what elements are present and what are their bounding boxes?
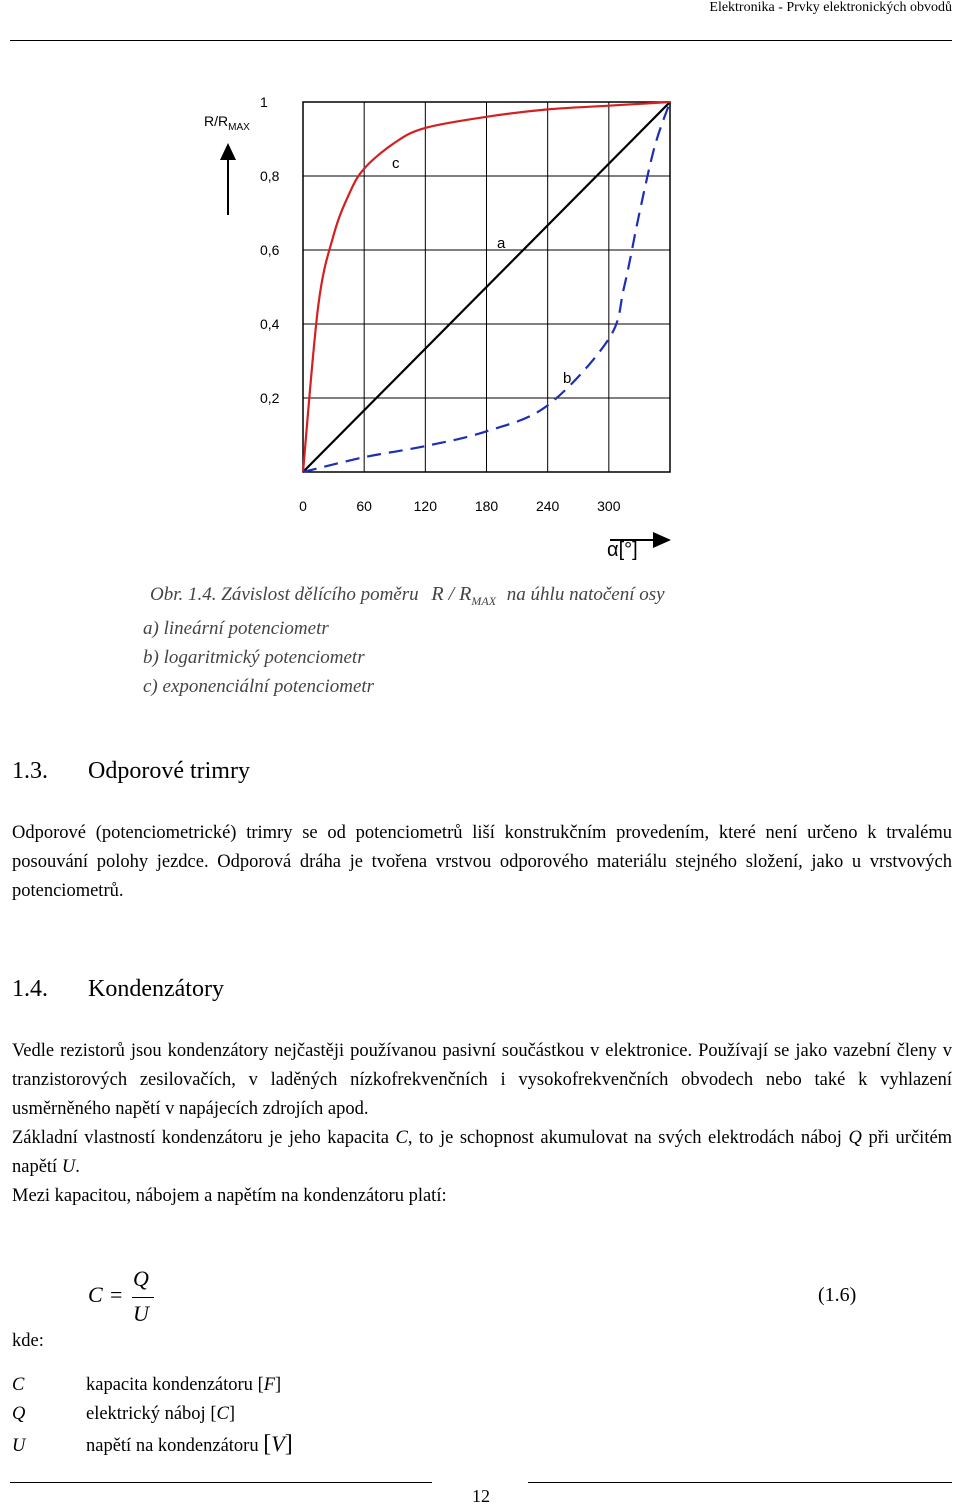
curve-label-a: a	[497, 235, 506, 252]
formula-fraction-bar	[132, 1297, 154, 1298]
footer-rule-right	[528, 1482, 952, 1483]
caption-item-a: a) lineární potenciometr	[143, 618, 329, 639]
definition-row: U napětí na kondenzátoru [V]	[12, 1431, 293, 1457]
y-tick-label: 0,4	[260, 316, 280, 332]
curve-label-b: b	[563, 370, 572, 387]
caption-list	[143, 614, 374, 701]
definition-row: Q elektrický náboj [C]	[12, 1404, 236, 1424]
paragraph-3: Mezi kapacitou, nábojem a napětím na kondenzátoru platí:	[12, 1186, 447, 1206]
formula-number: (1.6)	[818, 1284, 857, 1306]
where-label: kde:	[12, 1331, 44, 1351]
paragraph-trimry: Odporové (potenciometrické) trimry se od potenciometrů liší konstrukčním provedením, které není určeno k trvalému posouvání polohy jezdce. Odporová dráha je tvořena vrstvou odporového materiálu stejného složení, jako u vrstvových potenciometrů.	[12, 823, 952, 901]
y-tick-label: 0,6	[260, 242, 280, 258]
paragraph-kondenzatory	[12, 1037, 952, 1211]
definition-list	[12, 1371, 293, 1461]
caption-tail: na úhlu natočení osy	[506, 584, 665, 605]
formula-lhs: C	[88, 1282, 103, 1307]
formula-equals: =	[110, 1282, 123, 1307]
caption-item-b: b) logaritmický potenciometr	[143, 647, 365, 668]
figure-caption	[150, 580, 665, 616]
x-tick-label: 180	[474, 498, 499, 514]
x-tick-label: 60	[356, 498, 372, 514]
section-heading-kondenzatory: 1.4. Kondenzátory	[12, 976, 224, 1002]
running-header: Elektronika - Prvky elektronických obvodů	[709, 0, 952, 15]
y-axis-label: $R/R_{MAX}$	[204, 113, 250, 133]
x-axis-label: α[°]	[607, 539, 638, 561]
y-tick-label: 1	[260, 94, 268, 110]
x-tick-label: 240	[535, 498, 560, 514]
x-tick-labels	[299, 498, 621, 514]
y-axis-arrow-head	[220, 143, 236, 160]
formula-denominator: U	[133, 1301, 149, 1326]
curve-label-c: c	[392, 155, 400, 172]
caption-item-c: c) exponenciální potenciometr	[143, 676, 375, 697]
y-tick-label: 0,8	[260, 168, 280, 184]
paragraph-1: Vedle rezistorů jsou kondenzátory nejčastěji používanou pasivní součástkou v elektronice. Používají se jako vazební členy v tranzistorových zesilovačích, v laděných nízkofrekvenčních i vysokofrekvenčních obvodech nebo také k vyhlazení usměrněného napětí v napájecích zdrojích apod.	[12, 1041, 952, 1119]
x-axis-arrow-head	[653, 532, 671, 548]
paragraph-2: Základní vlastností kondenzátoru je jeho kapacita C, to je schopnost akumulovat na svých elektrodách náboj Q při určitém napětí U.	[12, 1128, 953, 1177]
formula-numerator: Q	[133, 1266, 149, 1291]
section-heading-trimry: 1.3. Odporové trimry	[12, 758, 250, 784]
x-tick-label: 300	[597, 498, 621, 514]
footer-rule-left	[10, 1482, 432, 1483]
caption-formula: R / $R_{MAX}$	[431, 583, 497, 608]
y-tick-labels	[260, 94, 280, 406]
potentiometer-chart	[0, 0, 960, 570]
caption-main: Obr. 1.4. Závislost dělícího poměru	[150, 584, 419, 605]
y-tick-label: 0,2	[260, 390, 280, 406]
definition-row: C kapacita kondenzátoru [F]	[12, 1375, 282, 1395]
page-number: 12	[472, 1486, 490, 1506]
x-tick-label: 0	[299, 498, 307, 514]
x-tick-label: 120	[413, 498, 438, 514]
